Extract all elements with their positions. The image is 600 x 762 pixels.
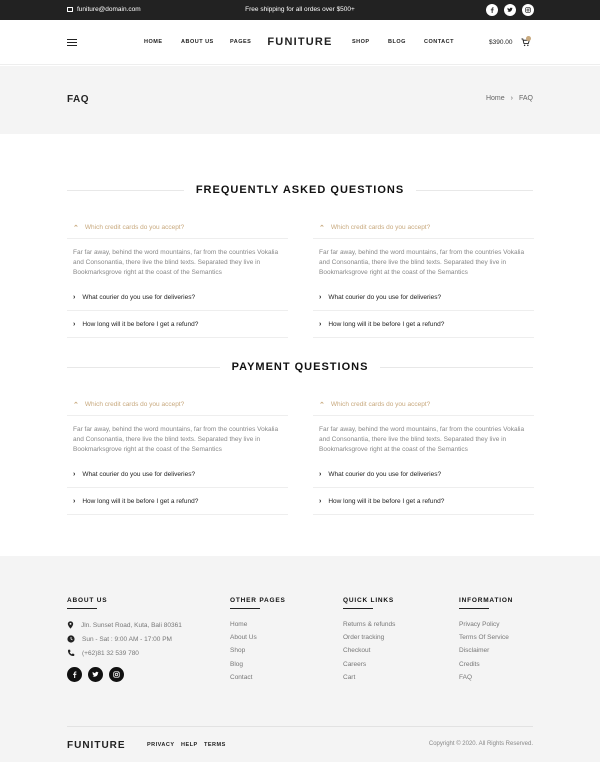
faq-question-text: Which credit cards do you accept? [84, 224, 185, 231]
breadcrumb [486, 95, 533, 102]
faq-answer: Far far away, behind the word mountains, far from the countries Vokalia and Consonantia, there live the blind texts. Separated they live in Bookmarksgrove right at the coast of the Semantics [319, 249, 525, 276]
main-header [0, 20, 600, 65]
instagram-icon[interactable] [109, 667, 124, 682]
faq-question[interactable] [67, 461, 288, 488]
footer-link[interactable]: Terms Of Service [459, 634, 509, 642]
faq-question-text: Which credit cards do you accept? [330, 224, 431, 231]
faq-question[interactable] [313, 488, 534, 515]
chevron-up-icon: ⌃ [319, 224, 325, 232]
chevron-up-icon: ⌃ [73, 224, 79, 232]
footer-phone-text: (+62)81 32 539 780 [82, 649, 139, 657]
chevron-up-icon: ⌃ [319, 401, 325, 409]
clock-icon [67, 635, 75, 643]
footer-phone[interactable] [67, 649, 182, 657]
footer-address [67, 621, 182, 629]
footer-address-text: Jln. Sunset Road, Kuta, Bali 80361 [81, 621, 182, 629]
faq-answer: Far far away, behind the word mountains, far from the countries Vokalia and Consonantia, there live the blind texts. Separated they live in Bookmarksgrove right at the coast of the Semantics [73, 426, 279, 453]
footer-link[interactable]: Cart [343, 673, 356, 681]
footer-link[interactable]: Contact [230, 673, 253, 681]
location-pin-icon [67, 621, 74, 629]
faq-question[interactable] [313, 311, 534, 338]
footer-socials [67, 667, 182, 682]
faq-question[interactable] [313, 284, 534, 311]
chevron-right-icon: › [510, 95, 513, 102]
chevron-right-icon: › [319, 320, 322, 328]
twitter-icon[interactable] [88, 667, 103, 682]
faq-question-text: How long will it be before I get a refund? [82, 497, 199, 505]
faq-question[interactable] [313, 461, 534, 488]
faq-column [313, 217, 534, 338]
page-title: FAQ [67, 94, 90, 105]
facebook-icon[interactable] [67, 667, 82, 682]
faq-question-text: What courier do you use for deliveries? [328, 293, 442, 301]
site-logo[interactable]: FUNITURE [267, 36, 333, 48]
nav-contact[interactable]: CONTACT [424, 39, 454, 45]
footer-nav-terms[interactable]: TERMS [204, 742, 226, 748]
faq-question-open[interactable] [67, 217, 288, 239]
nav-shop[interactable]: SHOP [352, 39, 370, 45]
cart-badge [526, 36, 531, 41]
footer-link[interactable]: Checkout [343, 647, 371, 655]
footer-logo[interactable]: FUNITURE [67, 740, 126, 751]
footer-link[interactable]: Disclaimer [459, 647, 490, 655]
chevron-right-icon: › [73, 293, 76, 301]
faq-question-text: Which credit cards do you accept? [84, 401, 185, 408]
facebook-icon[interactable] [486, 4, 498, 16]
chevron-right-icon: › [73, 320, 76, 328]
faq-question-text: Which credit cards do you accept? [330, 401, 431, 408]
faq-answer: Far far away, behind the word mountains, far from the countries Vokalia and Consonantia, there live the blind texts. Separated they live in Bookmarksgrove right at the coast of the Semantics [319, 426, 525, 453]
page-banner [0, 66, 600, 134]
faq-answer: Far far away, behind the word mountains, far from the countries Vokalia and Consonantia, there live the blind texts. Separated they live in Bookmarksgrove right at the coast of the Semantics [73, 249, 279, 276]
footer-link[interactable]: Returns & refunds [343, 621, 396, 628]
footer-link[interactable]: Careers [343, 660, 367, 668]
footer-about [67, 597, 182, 682]
footer-information [459, 597, 513, 681]
faq-question-open[interactable] [313, 217, 534, 239]
faq-question[interactable] [67, 311, 288, 338]
breadcrumb-current: FAQ [518, 95, 533, 102]
footer-link[interactable]: About Us [230, 634, 257, 642]
breadcrumb-home[interactable]: Home [485, 95, 505, 102]
footer-other-pages [230, 597, 286, 681]
chevron-right-icon: › [319, 293, 322, 301]
footer-link[interactable]: Privacy Policy [459, 621, 500, 628]
footer-hours-text: Sun - Sat : 9:00 AM - 17:00 PM [82, 635, 172, 643]
footer-link[interactable]: Blog [230, 660, 244, 668]
twitter-icon[interactable] [504, 4, 516, 16]
footer-heading: QUICK LINKS [343, 597, 395, 604]
footer-hours [67, 635, 182, 643]
footer-link[interactable]: Shop [230, 647, 246, 655]
section-title-faq [67, 183, 533, 197]
phone-icon [67, 649, 75, 657]
faq-question[interactable] [67, 488, 288, 515]
section-title-text: FREQUENTLY ASKED QUESTIONS [195, 184, 405, 196]
faq-question-text: What courier do you use for deliveries? [82, 293, 196, 301]
nav-blog[interactable]: BLOG [388, 39, 406, 45]
footer-link[interactable]: Home [230, 621, 248, 628]
nav-about-us[interactable]: ABOUT US [181, 39, 214, 45]
faq-question-text: How long will it be before I get a refund? [82, 320, 199, 328]
footer-link[interactable]: FAQ [459, 673, 473, 681]
faq-column [313, 394, 534, 515]
site-footer [0, 556, 600, 762]
chevron-right-icon: › [73, 470, 76, 478]
faq-question[interactable] [67, 284, 288, 311]
nav-home[interactable]: HOME [144, 39, 163, 45]
instagram-icon[interactable] [522, 4, 534, 16]
section-title-payment [67, 360, 533, 374]
footer-divider [67, 726, 533, 727]
top-email-text: funiture@domain.com [77, 6, 141, 13]
nav-pages[interactable]: PAGES [230, 39, 252, 45]
top-bar [0, 0, 600, 20]
footer-nav-privacy[interactable]: PRIVACY [147, 742, 175, 748]
top-socials [486, 4, 534, 16]
footer-heading: OTHER PAGES [230, 597, 286, 604]
chevron-right-icon: › [319, 497, 322, 505]
faq-column [67, 394, 288, 515]
faq-question-open[interactable] [313, 394, 534, 416]
chevron-up-icon: ⌃ [73, 401, 79, 409]
footer-link[interactable]: Order tracking [343, 634, 385, 642]
footer-nav-help[interactable]: HELP [181, 742, 198, 748]
footer-heading: INFORMATION [459, 597, 514, 604]
promo-text: Free shipping for all ordes over $500+ [245, 6, 355, 13]
chevron-right-icon: › [73, 497, 76, 505]
faq-question-text: How long will it be before I get a refund? [328, 497, 445, 505]
faq-question-text: What courier do you use for deliveries? [328, 470, 442, 478]
copyright: Copyright © 2020. All Rights Reserved. [428, 741, 533, 747]
faq-question-open[interactable] [67, 394, 288, 416]
section-title-text: PAYMENT QUESTIONS [231, 361, 369, 373]
cart-total[interactable]: $390.00 [489, 39, 513, 46]
faq-column [67, 217, 288, 338]
footer-link[interactable]: Credits [459, 660, 480, 668]
footer-heading: ABOUT US [67, 597, 108, 604]
faq-question-text: How long will it be before I get a refund? [328, 320, 445, 328]
footer-quick-links [343, 597, 395, 681]
faq-question-text: What courier do you use for deliveries? [82, 470, 196, 478]
chevron-right-icon: › [319, 470, 322, 478]
